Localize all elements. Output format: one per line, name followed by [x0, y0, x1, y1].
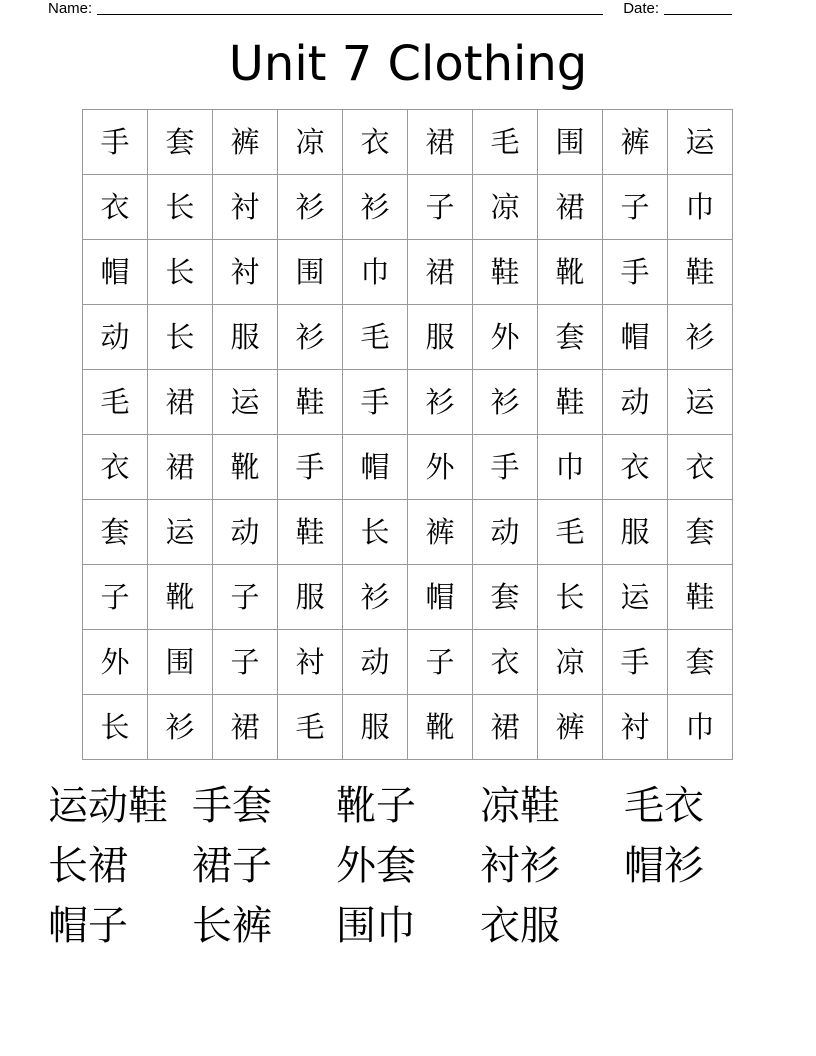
grid-cell[interactable]: 手	[83, 110, 148, 175]
grid-cell[interactable]: 鞋	[668, 565, 733, 630]
grid-cell[interactable]: 手	[603, 630, 668, 695]
grid-cell[interactable]: 鞋	[538, 370, 603, 435]
grid-cell[interactable]: 鞋	[278, 370, 343, 435]
grid-cell[interactable]: 靴	[213, 435, 278, 500]
word-bank-item: 帽衫	[624, 843, 704, 889]
grid-cell[interactable]: 套	[538, 305, 603, 370]
word-bank-item: 围巾	[336, 903, 416, 949]
word-bank-item: 帽子	[48, 903, 128, 949]
grid-cell[interactable]: 衬	[213, 175, 278, 240]
grid-cell[interactable]: 衣	[83, 175, 148, 240]
word-bank-item: 长裙	[48, 843, 128, 889]
grid-cell[interactable]: 套	[83, 500, 148, 565]
grid-cell[interactable]: 动	[213, 500, 278, 565]
grid-cell[interactable]: 毛	[343, 305, 408, 370]
grid-cell[interactable]: 裤	[603, 110, 668, 175]
grid-cell[interactable]: 衣	[343, 110, 408, 175]
grid-cell[interactable]: 凉	[538, 630, 603, 695]
grid-cell[interactable]: 长	[148, 175, 213, 240]
word-bank-item: 衬衫	[480, 843, 560, 889]
grid-cell[interactable]: 裙	[408, 110, 473, 175]
grid-cell[interactable]: 衫	[343, 175, 408, 240]
grid-cell[interactable]: 子	[213, 630, 278, 695]
word-bank-item: 长裤	[192, 903, 272, 949]
grid-cell[interactable]: 靴	[148, 565, 213, 630]
grid-cell[interactable]: 衣	[473, 630, 538, 695]
grid-cell[interactable]: 衫	[343, 565, 408, 630]
grid-cell[interactable]: 围	[538, 110, 603, 175]
grid-cell[interactable]: 裤	[408, 500, 473, 565]
grid-cell[interactable]: 动	[83, 305, 148, 370]
grid-cell[interactable]: 套	[668, 630, 733, 695]
grid-cell[interactable]: 帽	[603, 305, 668, 370]
grid-cell[interactable]: 外	[83, 630, 148, 695]
grid-cell[interactable]: 套	[473, 565, 538, 630]
date-blank-line[interactable]	[664, 0, 732, 15]
word-bank-item: 裙子	[192, 843, 272, 889]
page-title: Unit 7 Clothing	[228, 36, 588, 92]
grid-cell[interactable]: 长	[148, 240, 213, 305]
grid-cell[interactable]: 长	[538, 565, 603, 630]
grid-cell[interactable]: 凉	[473, 175, 538, 240]
grid-cell[interactable]: 子	[408, 175, 473, 240]
grid-cell[interactable]: 巾	[668, 695, 733, 760]
grid-cell[interactable]: 裙	[148, 370, 213, 435]
grid-cell[interactable]: 手	[278, 435, 343, 500]
grid-cell[interactable]: 衫	[278, 305, 343, 370]
grid-cell[interactable]: 巾	[343, 240, 408, 305]
grid-cell[interactable]: 衫	[668, 305, 733, 370]
grid-cell[interactable]: 长	[148, 305, 213, 370]
word-search-grid	[82, 109, 733, 760]
grid-cell[interactable]: 衫	[148, 695, 213, 760]
grid-cell[interactable]: 毛	[473, 110, 538, 175]
word-bank-item: 运动鞋	[48, 783, 168, 829]
grid-cell[interactable]: 运	[213, 370, 278, 435]
grid-cell[interactable]: 衬	[603, 695, 668, 760]
grid-cell[interactable]: 裤	[538, 695, 603, 760]
grid-cell[interactable]: 衫	[278, 175, 343, 240]
grid-cell[interactable]: 子	[408, 630, 473, 695]
grid-cell[interactable]: 裙	[408, 240, 473, 305]
grid-cell[interactable]: 长	[343, 500, 408, 565]
grid-cell[interactable]: 鞋	[278, 500, 343, 565]
name-label: Name:	[48, 0, 93, 17]
grid-cell[interactable]: 裤	[213, 110, 278, 175]
grid-cell[interactable]: 围	[278, 240, 343, 305]
grid-cell[interactable]: 裙	[538, 175, 603, 240]
word-bank	[48, 782, 768, 962]
word-bank-item: 衣服	[480, 903, 560, 949]
grid-cell[interactable]: 服	[213, 305, 278, 370]
word-bank-item: 毛衣	[624, 783, 704, 829]
word-bank-item: 凉鞋	[480, 783, 560, 829]
grid-cell[interactable]: 衣	[668, 435, 733, 500]
grid-cell[interactable]: 衣	[83, 435, 148, 500]
grid-cell[interactable]: 动	[603, 370, 668, 435]
grid-cell[interactable]: 长	[83, 695, 148, 760]
name-blank-line[interactable]	[97, 0, 603, 15]
grid-cell[interactable]: 凉	[278, 110, 343, 175]
grid-cell[interactable]: 运	[603, 565, 668, 630]
grid-cell[interactable]: 衬	[213, 240, 278, 305]
grid-cell[interactable]: 服	[408, 305, 473, 370]
grid-cell[interactable]: 手	[343, 370, 408, 435]
grid-cell[interactable]: 外	[473, 305, 538, 370]
header-line	[48, 0, 748, 18]
grid-cell[interactable]: 服	[603, 500, 668, 565]
grid-cell[interactable]: 服	[343, 695, 408, 760]
grid-cell[interactable]: 靴	[408, 695, 473, 760]
grid-cell[interactable]: 运	[668, 110, 733, 175]
grid-cell[interactable]: 套	[148, 110, 213, 175]
grid-cell[interactable]: 服	[278, 565, 343, 630]
grid-cell[interactable]: 外	[408, 435, 473, 500]
grid-cell[interactable]: 巾	[538, 435, 603, 500]
grid-cell[interactable]: 衬	[278, 630, 343, 695]
grid-cell[interactable]: 巾	[668, 175, 733, 240]
word-bank-item: 手套	[192, 783, 272, 829]
grid-cell[interactable]: 帽	[343, 435, 408, 500]
grid-cell[interactable]: 手	[603, 240, 668, 305]
grid-cell[interactable]: 动	[343, 630, 408, 695]
grid-cell[interactable]: 子	[83, 565, 148, 630]
grid-cell[interactable]: 子	[603, 175, 668, 240]
grid-cell[interactable]: 鞋	[473, 240, 538, 305]
grid-cell[interactable]: 靴	[538, 240, 603, 305]
date-label: Date:	[623, 0, 660, 17]
grid-cell[interactable]: 帽	[83, 240, 148, 305]
grid-cell[interactable]: 运	[668, 370, 733, 435]
grid-cell[interactable]: 毛	[83, 370, 148, 435]
grid-cell[interactable]: 手	[473, 435, 538, 500]
grid-cell[interactable]: 运	[148, 500, 213, 565]
word-bank-item: 靴子	[336, 783, 416, 829]
grid-cell[interactable]: 套	[668, 500, 733, 565]
grid-cell[interactable]: 动	[473, 500, 538, 565]
grid-cell[interactable]: 围	[148, 630, 213, 695]
grid-cell[interactable]: 衫	[473, 370, 538, 435]
grid-cell[interactable]: 毛	[538, 500, 603, 565]
grid-cell[interactable]: 帽	[408, 565, 473, 630]
grid-cell[interactable]: 衫	[408, 370, 473, 435]
grid-cell[interactable]: 毛	[278, 695, 343, 760]
grid-cell[interactable]: 裙	[473, 695, 538, 760]
grid-cell[interactable]: 裙	[148, 435, 213, 500]
grid-cell[interactable]: 衣	[603, 435, 668, 500]
grid-cell[interactable]: 裙	[213, 695, 278, 760]
grid-cell[interactable]: 鞋	[668, 240, 733, 305]
grid-cell[interactable]: 子	[213, 565, 278, 630]
word-bank-item: 外套	[336, 843, 416, 889]
